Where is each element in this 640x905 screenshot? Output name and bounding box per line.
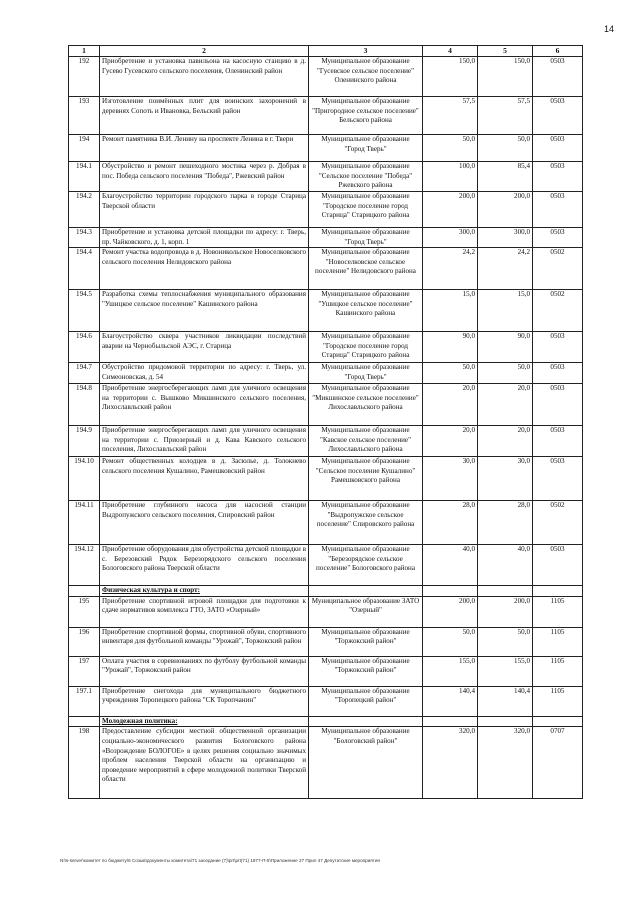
budget-code: 0503 (533, 57, 583, 97)
header-cell: 1 (69, 46, 100, 57)
amount-executed: 15,0 (478, 290, 533, 332)
municipality-cell: Муниципальное образование ЗАТО "Озерный" (309, 596, 423, 627)
amount-executed: 155,0 (478, 656, 533, 686)
table-row (69, 686, 583, 716)
amount-executed: 85,4 (478, 162, 533, 192)
municipality-cell: Муниципальное образование "Гусевское сельское поселение" Оленинского района (309, 57, 423, 97)
amount-approved: 20,0 (423, 384, 478, 426)
budget-code: 0503 (533, 162, 583, 192)
amount-approved: 50,0 (423, 135, 478, 162)
header-cell: 6 (533, 46, 583, 57)
header-cell: 5 (478, 46, 533, 57)
municipality-cell: Муниципальное образование "Городское поселение город Старица" Старицкого района (309, 192, 423, 228)
budget-code: 1105 (533, 686, 583, 716)
amount-executed: 50,0 (478, 135, 533, 162)
municipality-cell (309, 586, 423, 597)
header-cell: 4 (423, 46, 478, 57)
amount-executed: 320,0 (478, 727, 533, 799)
amount-executed: 40,0 (478, 545, 533, 586)
amount-approved: 100,0 (423, 162, 478, 192)
description-cell: Приобретение спортивной игровой площадки для подготовки к сдаче нормативов комплекса ГТО, ЗАТО «Озерный» (100, 596, 309, 627)
municipality-cell (309, 716, 423, 727)
municipality-cell: Муниципальное образование "Город Тверь" (309, 135, 423, 162)
budget-code: 1105 (533, 627, 583, 656)
amount-executed: 200,0 (478, 596, 533, 627)
table-row (69, 501, 583, 545)
amount-executed (478, 716, 533, 727)
description-cell: Благоустройство сквера участников ликвидации последствий аварии на Чернобыльской АЭС, г. Старица (100, 332, 309, 363)
amount-approved: 15,0 (423, 290, 478, 332)
description-cell: Приобретение энергосберегающих ламп для уличного освещения на территории с. Приозерный и д. Кава Кавского сельского поселения, Лихославльский район (100, 426, 309, 457)
municipality-cell: Муниципальное образование "Городское поселение город Старица" Старицкого района (309, 332, 423, 363)
municipality-cell: Муниципальное образование "Город Тверь" (309, 363, 423, 384)
amount-approved: 20,0 (423, 426, 478, 457)
budget-code: 0503 (533, 192, 583, 228)
header-row (69, 46, 583, 57)
table-row (69, 228, 583, 248)
municipality-cell: Муниципальное образование "Город Тверь" (309, 228, 423, 248)
table-row (69, 457, 583, 501)
amount-approved: 140,4 (423, 686, 478, 716)
amount-approved: 28,0 (423, 501, 478, 545)
municipality-cell: Муниципальное образование "Торжокский район" (309, 627, 423, 656)
budget-code: 0502 (533, 290, 583, 332)
amount-approved: 155,0 (423, 656, 478, 686)
description-cell: Ремонт участка водопровода в д. Новоникольское Новоселковского сельского поселения Нелидовского района (100, 248, 309, 290)
amount-executed: 140,4 (478, 686, 533, 716)
municipality-cell: Муниципальное образование "Сельское поселение Кушалино" Рамешковского района (309, 457, 423, 501)
row-number (69, 716, 100, 727)
amount-executed: 200,0 (478, 192, 533, 228)
amount-approved: 24,2 (423, 248, 478, 290)
budget-code: 0503 (533, 384, 583, 426)
table-row (69, 727, 583, 799)
amount-executed (478, 586, 533, 597)
header-cell: 3 (309, 46, 423, 57)
table-row (69, 363, 583, 384)
amount-executed: 57,5 (478, 97, 533, 135)
row-number: 194.12 (69, 545, 100, 586)
row-number: 194.9 (69, 426, 100, 457)
amount-approved: 50,0 (423, 627, 478, 656)
municipality-cell: Муниципальное образование "Ушицкое сельское поселение" Кашинского района (309, 290, 423, 332)
description-cell: Ремонт памятника В.И. Ленину на проспекте Ленина в г. Твери (100, 135, 309, 162)
budget-code: 0502 (533, 248, 583, 290)
row-number: 196 (69, 627, 100, 656)
amount-executed: 50,0 (478, 363, 533, 384)
amount-executed: 20,0 (478, 426, 533, 457)
header-cell: 2 (100, 46, 309, 57)
row-number: 197.1 (69, 686, 100, 716)
description-cell: Благоустройство территории городского парка в городе Старица Тверской области (100, 192, 309, 228)
section-title: Молодежная политика: (100, 716, 309, 727)
table-row (69, 248, 583, 290)
amount-executed: 20,0 (478, 384, 533, 426)
row-number: 194.11 (69, 501, 100, 545)
description-cell: Разработка схемы теплоснабжения муниципального образования "Ушицкое сельское поселение" Кашинского района (100, 290, 309, 332)
table-body (69, 57, 583, 799)
row-number: 194.3 (69, 228, 100, 248)
row-number: 195 (69, 596, 100, 627)
municipality-cell: Муниципальное образование "Сельское поселение "Победа" Ржевского района (309, 162, 423, 192)
budget-code: 0503 (533, 135, 583, 162)
description-cell: Приобретение энергосберегающих ламп для уличного освещения на территории с. Вышково Микшинского сельского поселения, Лихославльский район (100, 384, 309, 426)
table-row (69, 596, 583, 627)
budget-code: 0503 (533, 363, 583, 384)
budget-code: 0503 (533, 457, 583, 501)
budget-code: 1105 (533, 596, 583, 627)
amount-approved (423, 586, 478, 597)
amount-approved (423, 716, 478, 727)
row-number: 194.8 (69, 384, 100, 426)
description-cell: Приобретение глубинного насоса для насосной станции Выдропужского сельского поселения, Спировский район (100, 501, 309, 545)
row-number: 194.2 (69, 192, 100, 228)
row-number: 194.6 (69, 332, 100, 363)
table-row (69, 290, 583, 332)
municipality-cell: Муниципальное образование "Новоселковское сельское поселение" Нелидовского района (309, 248, 423, 290)
municipality-cell: Муниципальное образование "Торопецкий район" (309, 686, 423, 716)
table-row (69, 97, 583, 135)
description-cell: Приобретение спортивной формы, спортивной обуви, спортивного инвентаря для футбольной команды "Урожай", Торжокский район (100, 627, 309, 656)
description-cell: Обустройство и ремонт пешеходного мостика через р. Добрая в пос. Победа сельского поселения "Победа", Ржевский район (100, 162, 309, 192)
file-path-footer: N!\s-server\комитет по бюджету\6 Созыв\документы комитета\71 заседание (7)\prt\prt(71) 1877-П-5\Приложение 27 Прил 47 Депутатские мероприятия (60, 858, 380, 863)
amount-approved: 200,0 (423, 596, 478, 627)
amount-approved: 300,0 (423, 228, 478, 248)
municipality-cell: Муниципальное образование "Пригородное сельское поселение" Бельского района (309, 97, 423, 135)
budget-code: 0707 (533, 727, 583, 799)
table-row (69, 162, 583, 192)
budget-code: 0502 (533, 501, 583, 545)
table-row (69, 545, 583, 586)
row-number: 198 (69, 727, 100, 799)
municipality-cell: Муниципальное образование "Микшинское сельское поселение" Лихославльского района (309, 384, 423, 426)
description-cell: Приобретение снегохода для муниципального бюджетного учреждения Торопецкого района "СК Торопчанин" (100, 686, 309, 716)
budget-code: 0503 (533, 426, 583, 457)
amount-executed: 150,0 (478, 57, 533, 97)
row-number: 194.5 (69, 290, 100, 332)
budget-code: 0503 (533, 228, 583, 248)
amount-approved: 57,5 (423, 97, 478, 135)
description-cell: Предоставление субсидии местной общественной организации социально-экономического развития Бологовского района «Возрождение БОЛОГОЕ» в целях решения социально значимых проблем населения Тверской области на организацию и проведение мероприятий в сфере молодежной политики Тверской области (100, 727, 309, 799)
row-number: 192 (69, 57, 100, 97)
amount-approved: 40,0 (423, 545, 478, 586)
municipality-cell: Муниципальное образование "Торжокский район" (309, 656, 423, 686)
table-row (69, 332, 583, 363)
row-number (69, 586, 100, 597)
table-row (69, 656, 583, 686)
amount-approved: 150,0 (423, 57, 478, 97)
table-row (69, 384, 583, 426)
table-row (69, 426, 583, 457)
page-number: 14 (604, 24, 615, 34)
amount-approved: 320,0 (423, 727, 478, 799)
row-number: 194.4 (69, 248, 100, 290)
row-number: 193 (69, 97, 100, 135)
table-row (69, 135, 583, 162)
amount-approved: 50,0 (423, 363, 478, 384)
table-row (69, 192, 583, 228)
amount-executed: 24,2 (478, 248, 533, 290)
amount-executed: 28,0 (478, 501, 533, 545)
description-cell: Приобретение оборудования для обустройства детской площадки в с. Березовский Рядок Березорядского сельского поселения Бологовского района Тверской области (100, 545, 309, 586)
amount-executed: 50,0 (478, 627, 533, 656)
budget-code (533, 716, 583, 727)
row-number: 194 (69, 135, 100, 162)
section-title: Физическая культура и спорт: (100, 586, 309, 597)
amount-approved: 90,0 (423, 332, 478, 363)
row-number: 194.7 (69, 363, 100, 384)
municipality-cell: Муниципальное образование "Кавское сельское поселение" Лихославльского района (309, 426, 423, 457)
municipality-cell: Муниципальное образование "Выдропужское сельское поселение" Спировского района (309, 501, 423, 545)
amount-executed: 300,0 (478, 228, 533, 248)
amount-approved: 200,0 (423, 192, 478, 228)
table-row (69, 57, 583, 97)
amount-approved: 30,0 (423, 457, 478, 501)
description-cell: Приобретение и установка детской площадки по адресу: г. Тверь, пр. Чайковского, д. 1, корп. 1 (100, 228, 309, 248)
description-cell: Обустройство придомовой территории по адресу: г. Тверь, ул. Симеоновская, д. 54 (100, 363, 309, 384)
budget-code: 0503 (533, 332, 583, 363)
municipality-cell: Муниципальное образование "Березорядское сельское поселение" Бологовского района (309, 545, 423, 586)
row-number: 194.10 (69, 457, 100, 501)
budget-code: 1105 (533, 656, 583, 686)
amount-executed: 30,0 (478, 457, 533, 501)
budget-code: 0503 (533, 545, 583, 586)
description-cell: Ремонт общественных колодцев в д. Засюлье, д. Толокнево сельского поселения Кушалино, Рамешковский район (100, 457, 309, 501)
description-cell: Оплата участия в соревнованиях по футболу футбольной команды "Урожай", Торжокский район (100, 656, 309, 686)
description-cell: Приобретение и установка павильона на касосную станцию в д. Гусево Гусевского сельского поселения, Оленинский район (100, 57, 309, 97)
description-cell: Изготовление поимённых плит для воинских захоронений в деревнях Сопоть и Ивановка, Бельский район (100, 97, 309, 135)
section-row (69, 586, 583, 597)
section-row (69, 716, 583, 727)
amount-executed: 90,0 (478, 332, 533, 363)
row-number: 197 (69, 656, 100, 686)
municipality-cell: Муниципальное образование "Бологовский район" (309, 727, 423, 799)
table-row (69, 627, 583, 656)
row-number: 194.1 (69, 162, 100, 192)
budget-code (533, 586, 583, 597)
budget-code: 0503 (533, 97, 583, 135)
appropriations-table (68, 45, 583, 799)
